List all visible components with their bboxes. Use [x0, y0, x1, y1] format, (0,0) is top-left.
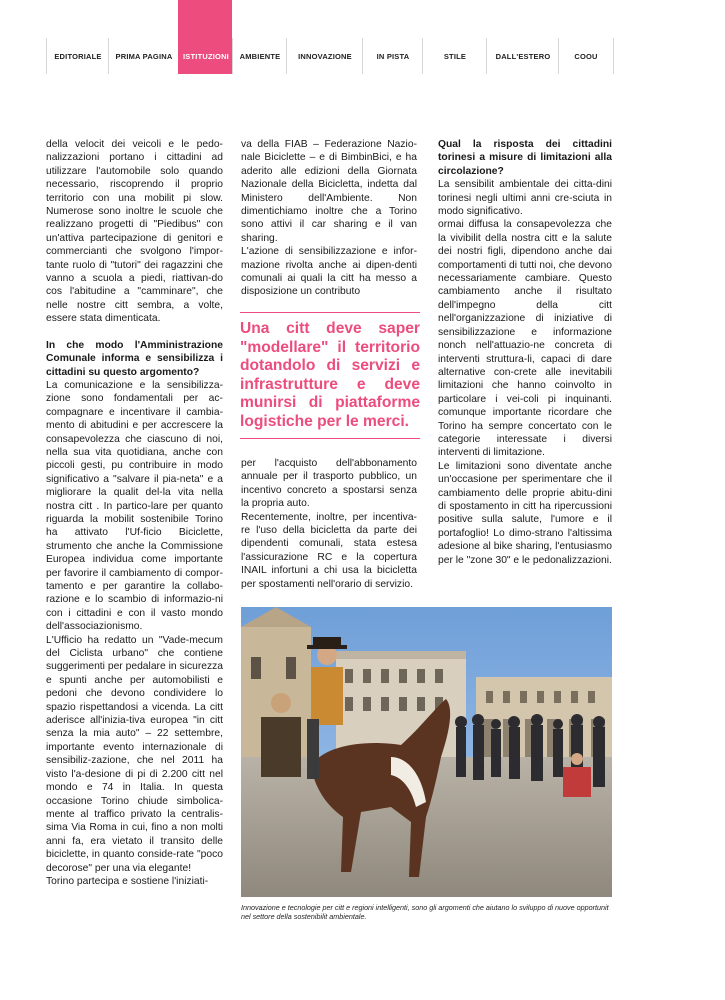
pull-quote-text: Una citt deve saper "modellare" il territorio dotandolo di servizi e infrastrutture e deve munirsi di piattaforme logistiche per le merci. [240, 320, 420, 430]
article-column-3 [438, 138, 612, 567]
photo-caption: Innovazione e tecnologie per citt e regioni intelligenti, sono gli argomenti che aiutano lo sviluppo di nuove opportunit nel settore della sostenibilit ambientale. [241, 903, 609, 922]
article-paragraph: La comunicazione e la sensibilizza-zione sono fondamentali per ac-compagnare e incentivare il cambia-mento di abitudini e per accrescere la consapevolezza che ciascuno di noi, nella sua vita quotidiana, anche con piccoli gesti, pu contribuire in modo significativo a "salvare il pia-neta" e a migliorare la qualit del-la vita nella nostra citt . In partico-lare per quanto riguarda la mobilit sostenibile Torino ha attivato l'Uf-ficio Biciclette, strumento che anche la Commissione Europea individua come importante per favorire il cambiamento di compor-tamento e per garantire la collabo-razione e lo scambio di informazio-ni con i cittadini e con il vasto mondo dell'associazionismo. [46, 379, 223, 633]
article-paragraph: Torino partecipa e sostiene l'iniziati- [46, 875, 209, 887]
article-paragraph: va della FIAB – Federazione Nazio-nale Biciclette – e di BimbinBici, e ha aderito alle edizioni della Giornata Nazionale della Bicicletta, indetta dal Ministero dell'Ambiente. Non dimentichiamo inoltre che a Torino sono attivi il car sharing e il van sharing. [241, 139, 417, 244]
article-paragraph: La sensibilit ambientale dei citta-dini torinesi negli ultimi anni cre-sciuta in modo significativo. [438, 179, 612, 218]
article-paragraph: Le limitazioni sono diventate anche un'occasione per sperimentare che il cambiamento delle proprie abitu-dini di spostamento in citt ha ripercussioni positive sulla salute, l'umore e il portafoglio! Lo dimo-strano l'altissima adesione al bike sharing, l'entusiasmo per le "zone 30" e le pedonalizzazioni. [438, 460, 612, 566]
photo-horse-riders-piazza [241, 607, 612, 897]
article-paragraph: Recentemente, inoltre, per incentiva-re l'uso della bicicletta da parte dei dipendenti comunali, stata estesa l'assicurazione RC e la copertura INAIL infortuni a chi usa la bicicletta per spostamenti nell'orario di servizio. [241, 511, 417, 590]
article-column-2-top [241, 138, 417, 299]
article-paragraph: L'azione di sensibilizzazione e infor-mazione rivolta anche ai dipen-denti comunali ai quali la citt ha messo a disposizione un contributo [241, 246, 417, 298]
article-photo [241, 607, 612, 897]
nav-innovazione[interactable]: INNOVAZIONE [286, 38, 363, 74]
nav-prima-pagina[interactable]: PRIMA PAGINA [108, 38, 179, 74]
nav-istituzioni[interactable]: ISTITUZIONI [178, 38, 233, 74]
article-paragraph: della velocit dei veicoli e le pedo-nalizzazioni portano i cittadini ad utilizzare l'automobile solo quando necessario, riscoprendo il proprio territorio con una mobilit pi slow. Numerose sono inoltre le scuole che realizzano progetti di "Piedibus" con un'attiva partecipazione di genitori e commercianti che svolgono l'impor-tante ruolo di "tutori" dei ragazzini che vanno a scuola a piedi, riattivan-do cos l'abitudine a "camminare", che nelle nostre citt sembra, a volte, essere stata dimenticata. [46, 139, 223, 325]
article-paragraph: L'Ufficio ha redatto un "Vade-mecum del Ciclista urbano" che contiene suggerimenti per pedalare in sicurezza e spunti anche per automobilisti e pedoni che devono condividere lo spazio rispettandosi a vicenda. La citt aderisce all'inizia-tiva europea "in citt senza la mia auto" – 22 settembre, importante evento internazionale di sensibiliz-zazione, che nel 2011 ha visto l'a-desione di pi di 2.200 citt nel mondo e 74 in Italia. In questa occasione Torino chiude simbolica-mente al traffico privato la centralis-sima Via Roma in cui, fino a non molti anni fa, era vietato il transito delle biciclette, in quanto conside-rate "poco decorose" per una via elegante! [46, 634, 223, 874]
article-paragraph: per l'acquisto dell'abbonamento annuale per il trasporto pubblico, un incentivo concreto a spostarsi senza la propria auto. [241, 458, 417, 510]
interview-question: Qual la risposta dei cittadini torinesi a misure di limitazioni alla circolazione? [438, 139, 612, 177]
nav-ambiente[interactable]: AMBIENTE [232, 38, 287, 74]
nav-coou[interactable]: COOU [558, 38, 614, 74]
article-column-1 [46, 138, 223, 888]
article-column-2-bottom [241, 457, 417, 591]
nav-in-pista[interactable]: IN PISTA [362, 38, 423, 74]
section-nav [46, 38, 612, 74]
paragraph-gap [46, 326, 223, 339]
active-tab-marker [178, 0, 232, 38]
nav-editoriale[interactable]: EDITORIALE [46, 38, 109, 74]
interview-question: In che modo l'Amministrazione Comunale informa e sensibilizza i cittadini su questo argomento? [46, 339, 223, 378]
article-paragraph: ormai diffusa la consapevolezza che la vivibilit della nostra citt e la salute dei nostri figli, dipendono anche dai comportamenti di tutti noi, che devono necessariamente cambiare. Questo cambiamento anche il risultato dell'impegno della citt nell'organizzazione di iniziative di sensibilizzazione e informazione nonch nell'attuazio-ne concreta di interventi struttura-li, capaci di dare alternative con-crete alle inevitabili limitazioni che hanno coinvolto in particolare i vei-coli pi inquinanti. comunque importante ricordare che Torino ha sempre concertato con le categorie interessate i diversi interventi di limitazione. [438, 219, 613, 459]
nav-stile[interactable]: STILE [422, 38, 487, 74]
nav-dall-estero[interactable]: DALL'ESTERO [486, 38, 559, 74]
pull-quote [240, 312, 420, 439]
